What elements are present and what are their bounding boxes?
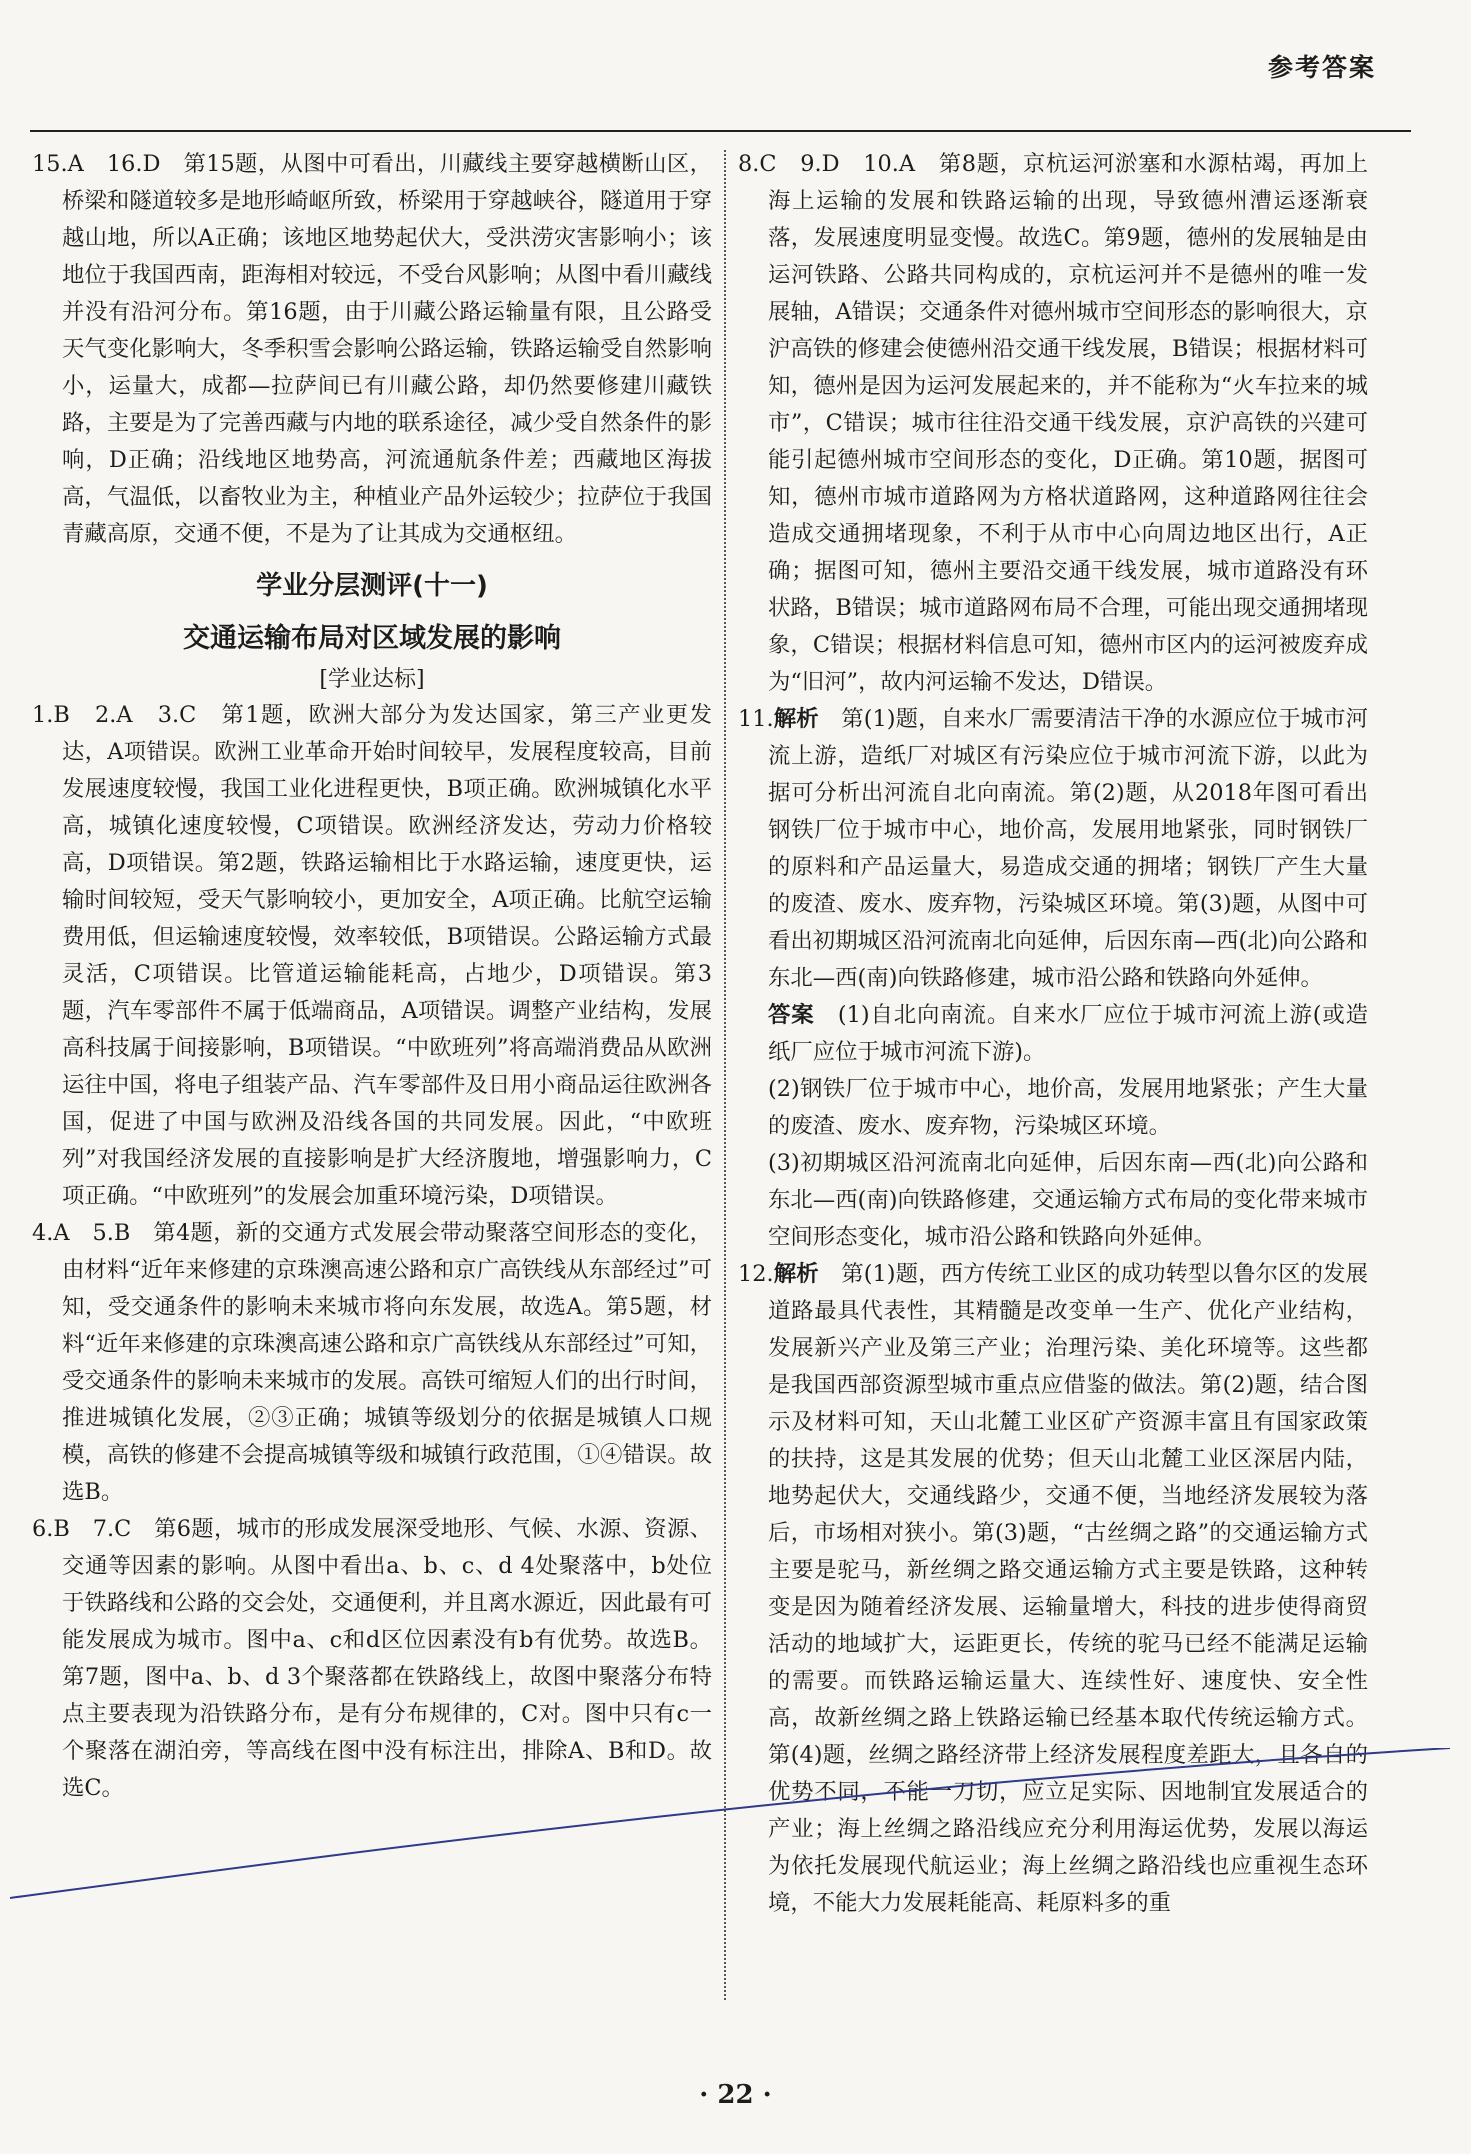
left-column	[32, 146, 712, 1807]
answer-q8-10: 8.C 9.D 10.A 第8题，京杭运河淤塞和水源枯竭，再加上海上运输的发展和铁路运输的出现，导致德州漕运逐渐衰落，发展速度明显变慢。故选C。第9题，德州的发展轴是由运河铁路、公路共同构成的，京杭运河并不是德州的唯一发展轴，A错误；交通条件对德州城市空间形态的影响很大，京沪高铁的修建会使德州沿交通干线发展，B错误；根据材料可知，德州是因为运河发展起来的，并不能称为“火车拉来的城市”，C错误；城市往往沿交通干线发展，京沪高铁的兴建可能引起德州城市空间形态的变化，D正确。第10题，据图可知，德州市城市道路网为方格状道路网，这种道路网往往会造成交通拥堵现象，不利于从市中心向周边地区出行，A正确；据图可知，德州主要沿交通干线发展，城市道路没有环状路，B错误；城市道路网布局不合理，可能出现交通拥堵现象，C错误；根据材料信息可知，德州市区内的运河被废弃成为“旧河”，故内河运输不发达，D错误。	[738, 151, 1368, 695]
section-label: [学业达标]	[319, 667, 425, 692]
answer-q1-3: 1.B 2.A 3.C 第1题，欧洲大部分为发达国家，第三产业更发达，A项错误。欧洲工业革命开始时间较早，发展程度较高，目前发展速度较慢，我国工业化进程更快，B项正确。欧洲城镇化水平高，城镇化速度较慢，C项错误。欧洲经济发达，劳动力价格较高，D项错误。第2题，铁路运输相比于水路运输，速度更快，运输时间较短，受天气影响较小，更加安全，A项正确。比航空运输费用低，但运输速度较慢，效率较低，B项错误。公路运输方式最灵活，C项错误。比管道运输能耗高，占地少，D项错误。第3题，汽车零部件不属于低端商品，A项错误。调整产业结构，发展高科技属于间接影响，B项错误。“中欧班列”将高端消费品从欧洲运往中国，将电子组装产品、汽车零部件及日用小商品运往欧洲各国，促进了中国与欧洲及沿线各国的共同发展。因此，“中欧班列”对我国经济发展的直接影响是扩大经济腹地，增强影响力，C项正确。“中欧班列”的发展会加重环境污染，D项错误。	[32, 702, 712, 1209]
section-subtitle: 交通运输布局对区域发展的影响	[183, 623, 561, 654]
right-column	[738, 146, 1368, 1922]
page-header-title: 参考答案	[1267, 53, 1376, 82]
answer-q11-answer-1	[738, 997, 1368, 1071]
answer-q11-answer-3: (3)初期城区沿河流南北向延伸，后因东南—西(北)向公路和东北—西(南)向铁路修建，交通运输方式布局的变化带来城市空间形态变化，城市沿公路和铁路向外延伸。	[768, 1150, 1368, 1250]
section-title: 学业分层测评(十一)	[256, 571, 488, 601]
q11-analysis-text: 第(1)题，自来水厂需要清洁干净的水源应位于城市河流上游，造纸厂对城区有污染应位于城市河流下游，以此为据可分析出河流自北向南流。第(2)题，从2018年图可看出钢铁厂位于城市中心，地价高，发展用地紧张，同时钢铁厂的原料和产品运量大，易造成交通的拥堵；钢铁厂产生大量的废渣、废水、废弃物，污染城区环境。第(3)题，从图中可看出初期城区沿河流南北向延伸，后因东南—西(北)向公路和东北—西(南)向铁路修建，城市沿公路和铁路向外延伸。	[768, 706, 1369, 991]
q12-analysis-text: 第(1)题，西方传统工业区的成功转型以鲁尔区的发展道路最具代表性，其精髓是改变单一生产、优化产业结构，发展新兴产业及第三产业；治理污染、美化环境等。这些都是我国西部资源型城市重点应借鉴的做法。第(2)题，结合图示及材料可知，天山北麓工业区矿产资源丰富且有国家政策的扶持，这是其发展的优势；但天山北麓工业区深居内陆，地势起伏大，交通线路少，交通不便，当地经济发展较为落后，市场相对狭小。第(3)题，“古丝绸之路”的交通运输方式主要是驼马，新丝绸之路交通运输方式主要是铁路，这种转变是因为随着经济发展、运输量增大，科技的进步使得商贸活动的地域扩大，运距更长，传统的驼马已经不能满足运输的需要。而铁路运输运量大、连续性好、速度快、安全性高，故新丝绸之路上铁路运输已经基本取代传统运输方式。第(4)题，丝绸之路经济带上经济发展程度差距大，且各自的优势不同，不能一刀切，应立足实际、因地制宜发展适合的产业；海上丝绸之路沿线应充分利用海运优势，发展以海运为依托发展现代航运业；海上丝绸之路沿线也应重视生态环境，不能大力发展耗能高、耗原料多的重	[768, 1261, 1369, 1916]
column-divider	[724, 150, 726, 2000]
answer-q15-16: 15.A 16.D 第15题，从图中可看出，川藏线主要穿越横断山区，桥梁和隧道较多是地形崎岖所致，桥梁用于穿越峡谷，隧道用于穿越山地，所以A正确；该地区地势起伏大，受洪涝灾害影响小；该地位于我国西南，距海相对较远，不受台风影响；从图中看川藏线并没有沿河分布。第16题，由于川藏公路运输量有限，且公路受天气变化影响大，冬季积雪会影响公路运输，铁路运输受自然影响小，运量大，成都—拉萨间已有川藏公路，却仍然要修建川藏铁路，主要是为了完善西藏与内地的联系途径，减少受自然条件的影响，D正确；沿线地区地势高，河流通航条件差；西藏地区海拔高，气温低，以畜牧业为主，种植业产品外运较少；拉萨位于我国青藏高原，交通不便，不是为了让其成为交通枢纽。	[32, 151, 712, 547]
answer-q4-5: 4.A 5.B 第4题，新的交通方式发展会带动聚落空间形态的变化，由材料“近年来修建的京珠澳高速公路和京广高铁线从东部经过”可知，受交通条件的影响未来城市将向东发展，故选A。第5题，材料“近年来修建的京珠澳高速公路和京广高铁线从东部经过”可知，受交通条件的影响未来城市的发展。高铁可缩短人们的出行时间，推进城镇化发展，②③正确；城镇等级划分的依据是城镇人口规模，高铁的修建不会提高城镇等级和城镇行政范围，①④错误。故选B。	[32, 1220, 712, 1505]
q11-number: 11.	[738, 706, 774, 732]
pen-stroke-mark	[10, 1748, 1465, 1908]
q12-number: 12.	[738, 1261, 774, 1287]
q11-answer-1-text: (1)自北向南流。自来水厂应位于城市河流上游(或造纸厂应位于城市河流下游)。	[768, 1002, 1369, 1065]
answer-q6-7: 6.B 7.C 第6题，城市的形成发展深受地形、气候、水源、资源、交通等因素的影响。从图中看出a、b、c、d 4处聚落中，b处位于铁路线和公路的交会处，交通便利，并且离水源近，因此最有可能发展成为城市。图中a、c和d区位因素没有b有优势。故选B。第7题，图中a、b、d 3个聚落都在铁路线上，故图中聚落分布特点主要表现为沿铁路分布，是有分布规律的，C对。图中只有c一个聚落在湖泊旁，等高线在图中没有标注出，排除A、B和D。故选C。	[32, 1516, 712, 1801]
answer-q11-answer-2: (2)钢铁厂位于城市中心，地价高，发展用地紧张；产生大量的废渣、废水、废弃物，污染城区环境。	[768, 1076, 1368, 1139]
page-number: · 22 ·	[699, 2080, 772, 2110]
q12-analysis-label: 解析	[773, 1261, 819, 1287]
answer-q11-analysis	[738, 701, 1368, 997]
q11-analysis-label: 解析	[773, 706, 819, 732]
q11-answer-label: 答案	[768, 1002, 815, 1028]
header-rule	[30, 130, 1411, 132]
